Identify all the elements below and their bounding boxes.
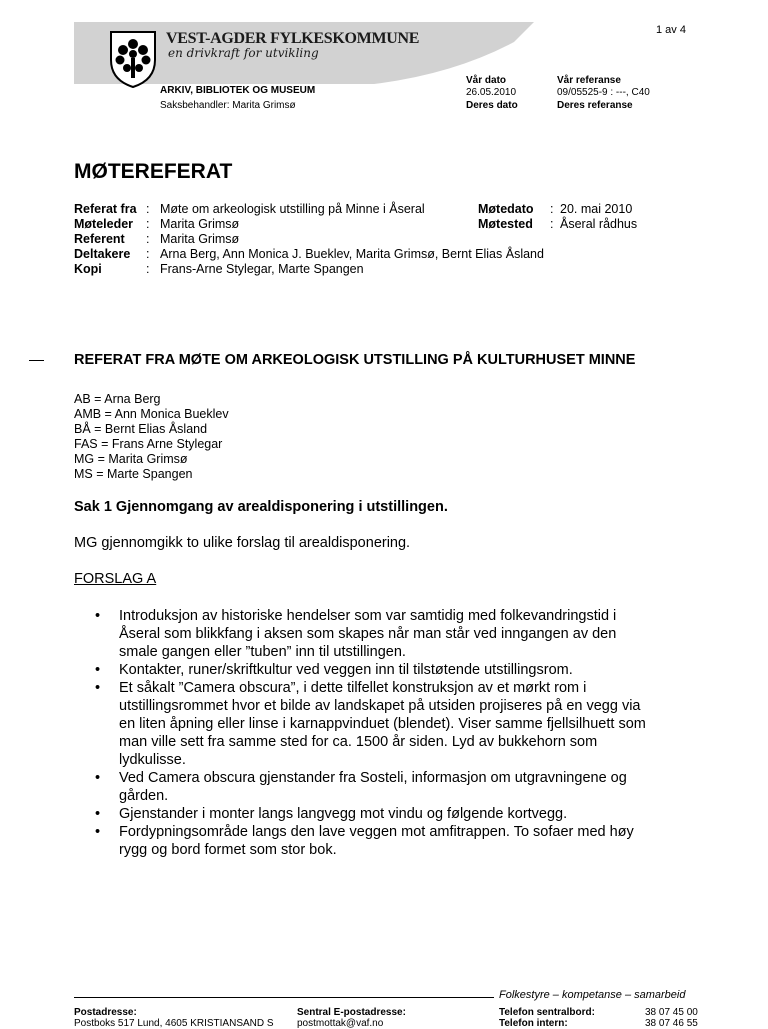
our-reference-value: 09/05525-9 : ---, C40 [557, 87, 650, 98]
document-title: MØTEREFERAT [74, 160, 233, 183]
bullet-line: Kontakter, runer/skriftkultur ved veggen inn til tilstøtende utstillingsrom. [119, 662, 573, 678]
bullet-line: smale gangen eller ”tuben” inn til utstillingen. [119, 644, 406, 660]
bullet-icon: • [95, 770, 101, 786]
your-reference-label: Deres referanse [557, 100, 633, 111]
email-value[interactable]: postmottak@vaf.no [297, 1018, 384, 1029]
list-item [74, 679, 694, 769]
info-colon: : [146, 217, 150, 231]
info-colon: : [550, 202, 554, 216]
proposal-bullet-list [74, 607, 694, 859]
our-date-value: 26.05.2010 [466, 87, 517, 98]
bullet-line: Ved Camera obscura gjenstander fra Sosteli, informasjon om utgravningene og [119, 770, 627, 786]
footer-motto: Folkestyre – kompetanse – samarbeid [499, 989, 686, 1001]
info-label: Møteleder [74, 217, 134, 231]
organization-name: VEST-AGDER FYLKESKOMMUNE [166, 30, 420, 47]
phone-main-label: Telefon sentralbord: [499, 1007, 595, 1018]
caseworker: Saksbehandler: Marita Grimsø [160, 100, 296, 111]
footer-divider [74, 997, 494, 998]
email-label: Sentral E-postadresse: [297, 1007, 406, 1018]
info-label: Kopi [74, 262, 102, 276]
info-value: Arna Berg, Ann Monica J. Bueklev, Marita Grimsø, Bernt Elias Åsland [160, 247, 544, 261]
info-label: Møtested [478, 217, 533, 231]
phone-internal-value: 38 07 46 55 [645, 1018, 698, 1029]
info-label: Referent [74, 232, 125, 246]
our-date-label: Vår dato [466, 75, 507, 86]
info-colon: : [146, 247, 150, 261]
bullet-icon: • [95, 680, 101, 696]
intro-paragraph: MG gjennomgikk to ulike forslag til arealdisponering. [74, 535, 411, 551]
your-date-label: Deres dato [466, 100, 518, 111]
bullet-line: lydkulisse. [119, 752, 186, 768]
abbreviation-item: MS = Marte Spangen [74, 467, 193, 481]
list-item [74, 823, 694, 859]
bullet-icon: • [95, 806, 101, 822]
bullet-line: Et såkalt ”Camera obscura”, i dette tilfellet konstruksjon av et mørkt rom i [119, 680, 587, 696]
bullet-line: Introduksjon av historiske hendelser som var samtidig med folkevandringstid i [119, 608, 617, 624]
case-heading: Sak 1 Gjennomgang av arealdisponering i utstillingen. [74, 499, 448, 515]
info-label: Møtedato [478, 202, 534, 216]
list-item [74, 805, 694, 823]
postal-address-value: Postboks 517 Lund, 4605 KRISTIANSAND S [74, 1018, 274, 1029]
abbreviation-list [74, 392, 229, 482]
list-item [74, 769, 694, 805]
abbreviation-item: AMB = Ann Monica Bueklev [74, 407, 229, 421]
info-label: Deltakere [74, 247, 131, 261]
bullet-icon: • [95, 824, 101, 840]
abbreviation-item: MG = Marita Grimsø [74, 452, 188, 466]
list-item [74, 661, 694, 679]
info-label: Referat fra [74, 202, 137, 216]
info-colon: : [550, 217, 554, 231]
bullet-line: Gjenstander i monter langs langvegg mot vindu og følgende kortvegg. [119, 806, 568, 822]
bullet-line: Åseral som blikkfang i aksen som skapes når man står ved inngangen av den [119, 626, 617, 642]
info-value: Frans-Arne Stylegar, Marte Spangen [160, 262, 364, 276]
margin-mark [29, 360, 44, 361]
bullet-line: rygg og bord formet som stor bok. [119, 842, 337, 858]
info-value: Marita Grimsø [160, 232, 240, 246]
bullet-line: man ville sett fra samme sted for ca. 1500 år siden. Lyd av bukkehorn som [119, 734, 598, 750]
abbreviation-item: BÅ = Bernt Elias Åsland [74, 422, 208, 436]
bullet-line: gården. [119, 788, 169, 804]
our-reference-label: Vår referanse [557, 75, 621, 86]
bullet-line: en liten åpning eller linse i karnappvinduet (blendet). Viser samme fjellsilhuett som [119, 716, 646, 732]
info-colon: : [146, 262, 150, 276]
phone-main-value: 38 07 45 00 [645, 1007, 698, 1018]
abbreviation-item: FAS = Frans Arne Stylegar [74, 437, 223, 451]
proposal-heading: FORSLAG A [74, 571, 157, 587]
bullet-icon: • [95, 608, 101, 624]
abbreviation-item: AB = Arna Berg [74, 392, 161, 406]
section-heading: REFERAT FRA MØTE OM ARKEOLOGISK UTSTILLING PÅ KULTURHUSET MINNE [74, 352, 636, 368]
info-value: Møte om arkeologisk utstilling på Minne i Åseral [160, 202, 425, 216]
bullet-line: Fordypningsområde langs den lave veggen mot amfitrappen. To sofaer med høy [119, 824, 634, 840]
list-item [74, 607, 694, 661]
organization-slogan: en drivkraft for utvikling [168, 46, 319, 60]
bullet-line: utstillingsrommet hvor et bilde av landskapet på utsiden projiseres på en vegg via [119, 698, 641, 714]
info-value: Marita Grimsø [160, 217, 240, 231]
bullet-icon: • [95, 662, 101, 678]
page-number: 1 av 4 [656, 24, 686, 36]
postal-address-label: Postadresse: [74, 1007, 137, 1018]
info-colon: : [146, 232, 150, 246]
county-crest-icon [108, 30, 158, 88]
department-name: ARKIV, BIBLIOTEK OG MUSEUM [160, 85, 316, 96]
info-value: Åseral rådhus [560, 217, 638, 231]
info-colon: : [146, 202, 150, 216]
info-value: 20. mai 2010 [560, 202, 633, 216]
phone-internal-label: Telefon intern: [499, 1018, 568, 1029]
